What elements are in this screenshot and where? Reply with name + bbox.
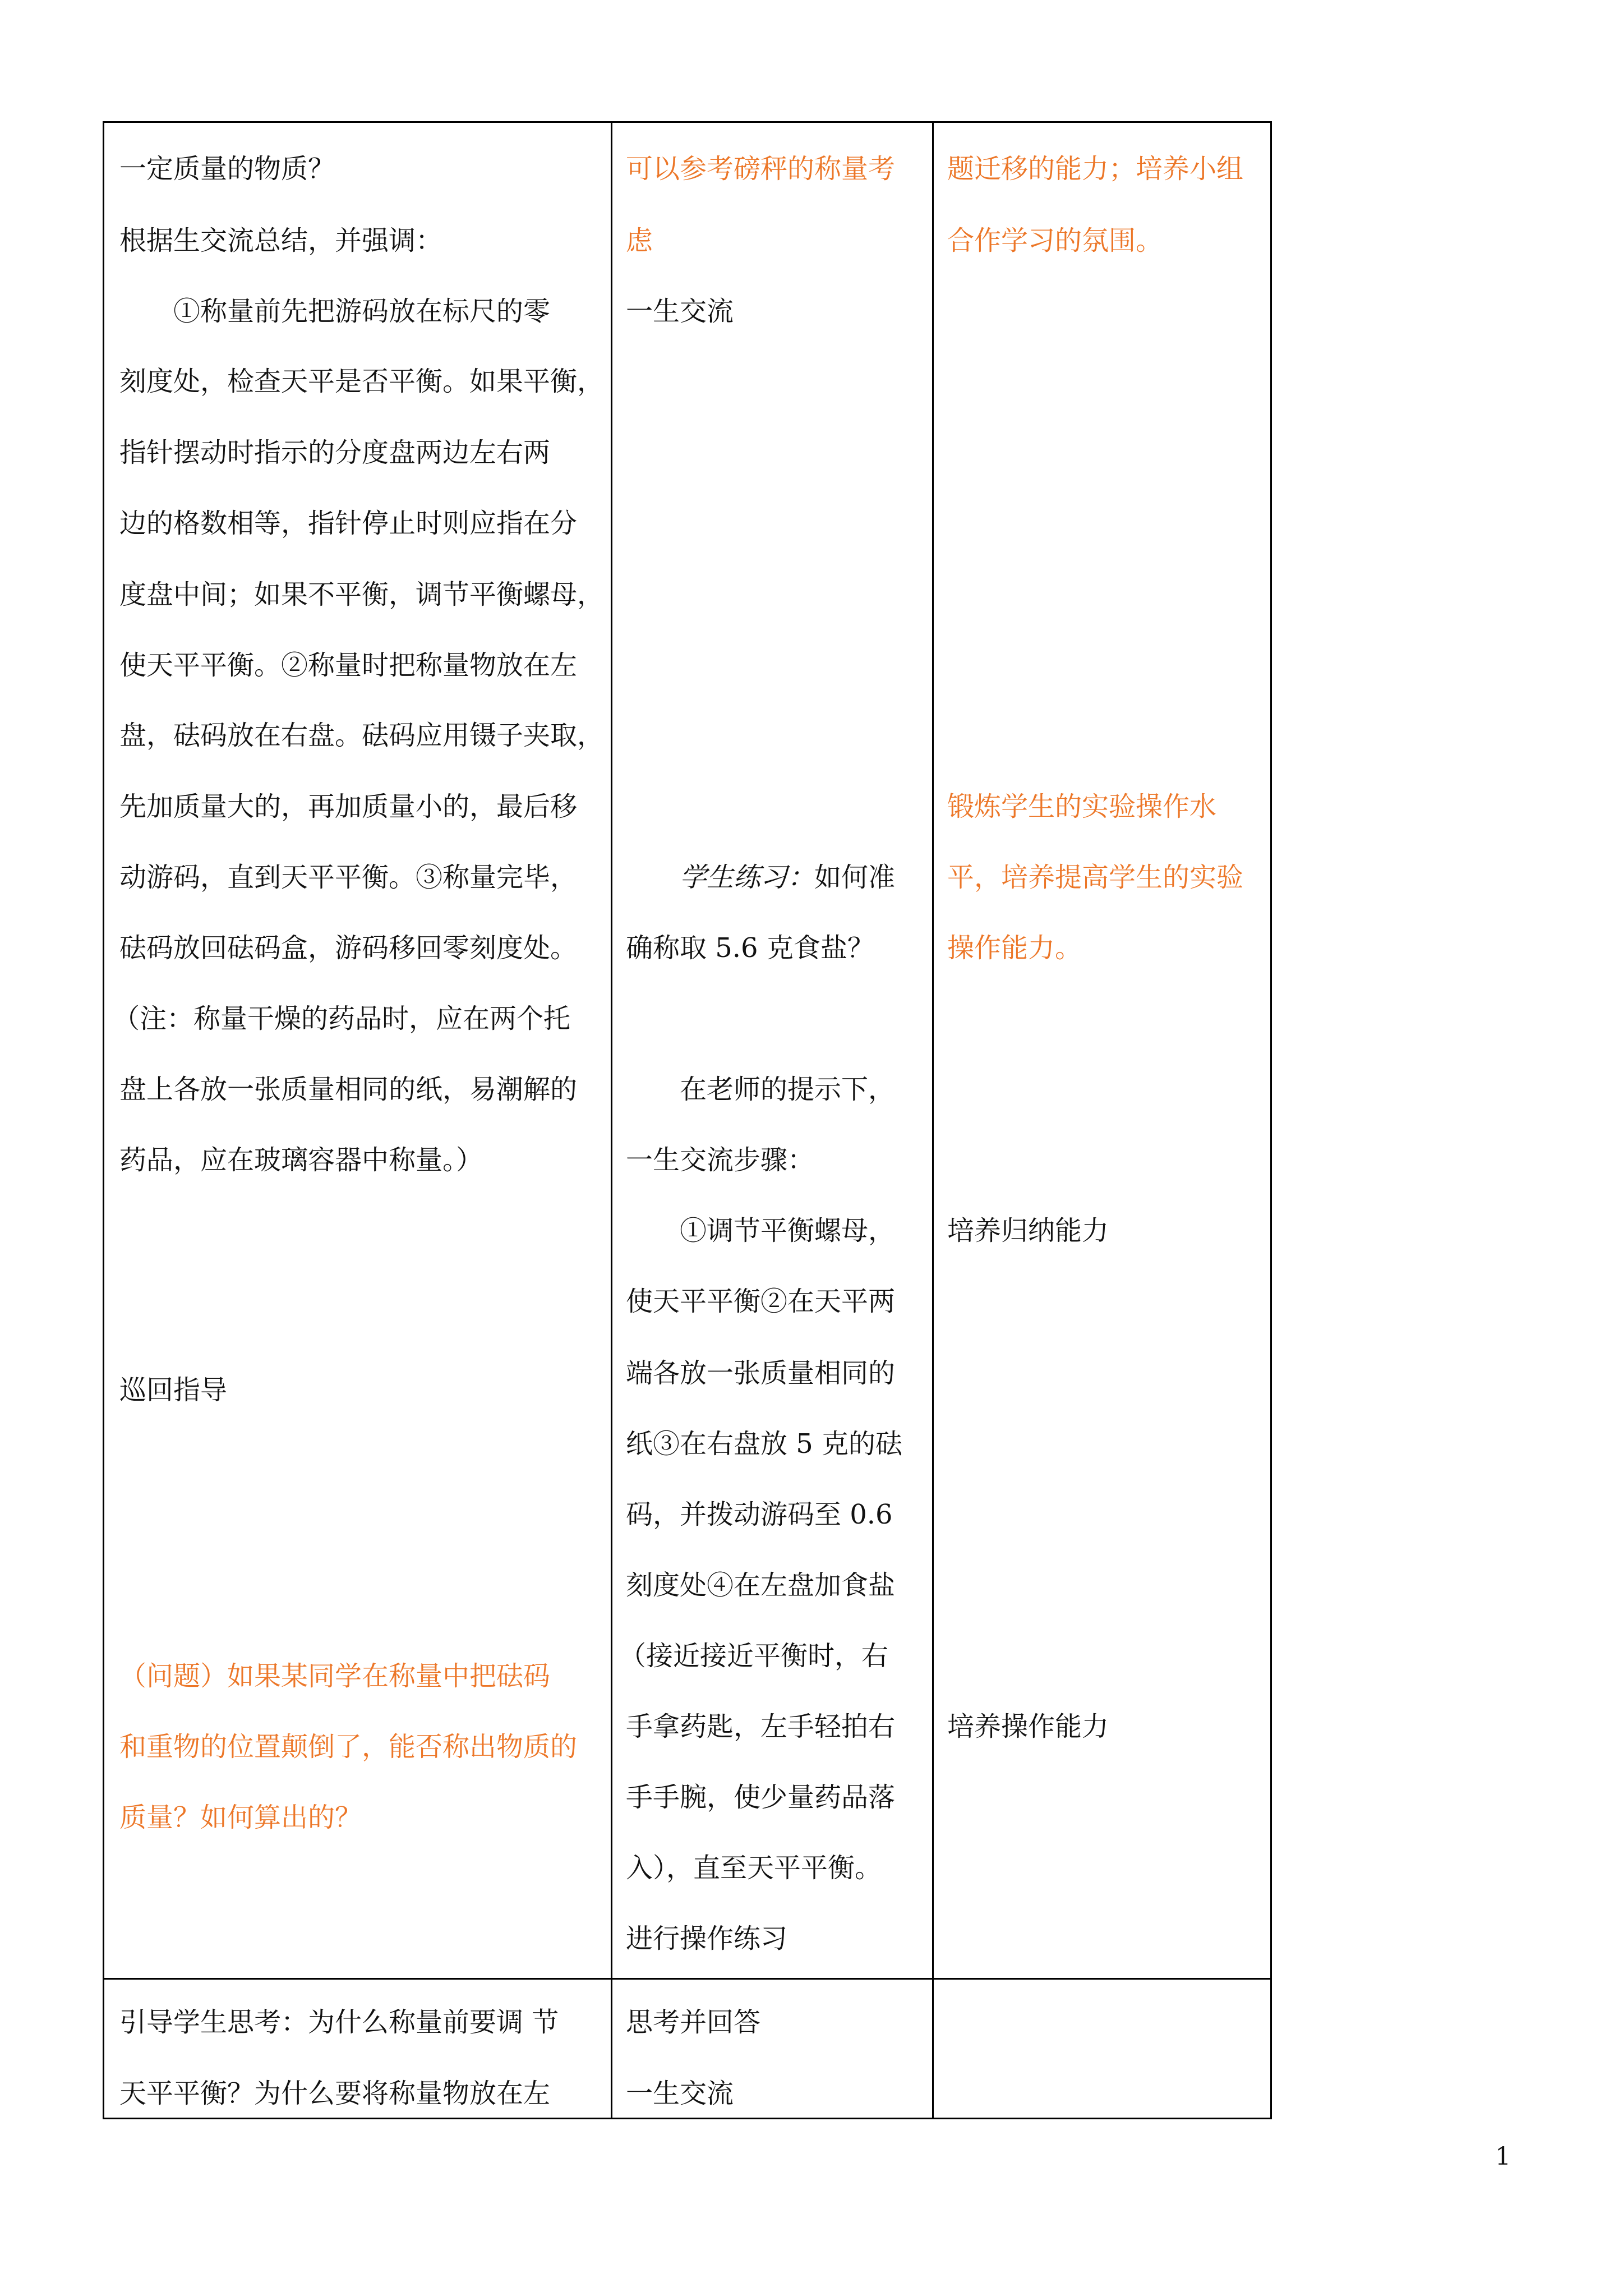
cell-text: 手拿药匙，左手轻拍右: [626, 1711, 896, 1742]
cell-text: 培养操作能力: [947, 1711, 1109, 1742]
cell-text: 使天平平衡。②称量时把称量物放在左: [119, 650, 578, 681]
student-practice-text: 如何准: [814, 862, 896, 893]
question-text: （问题）如果某同学在称量中把砝码: [119, 1660, 551, 1692]
cell-text: 纸③在右盘放 5 克的砝: [626, 1428, 903, 1460]
cell-text: 手手腕，使少量药品落: [626, 1782, 896, 1813]
cell-text: 可以参考磅秤的称量考: [626, 153, 896, 185]
cell-text: 刻度处④在左盘加食盐: [626, 1570, 896, 1601]
cell-text: 合作学习的氛围。: [947, 225, 1163, 256]
page-number: 1: [1495, 2142, 1511, 2171]
cell-text: 进行操作练习: [626, 1923, 788, 1954]
cell-text: 培养归纳能力: [947, 1215, 1109, 1246]
lesson-table: [103, 121, 1272, 2119]
cell-text: 题迁移的能力；培养小组: [947, 153, 1244, 185]
cell-text: 使天平平衡②在天平两: [626, 1286, 896, 1317]
cell-text: 动游码，直到天平平衡。③称量完毕，: [119, 862, 578, 893]
cell-text: 一生交流: [626, 296, 734, 327]
cell-text: （接近接近平衡时，右: [619, 1640, 889, 1672]
cell-text: 一生交流步骤：: [626, 1144, 815, 1176]
cell-text: 锻炼学生的实验操作水: [947, 791, 1217, 822]
cell-text: 先加质量大的，再加质量小的，最后移: [119, 791, 578, 822]
cell-text: 刻度处，检查天平是否平衡。如果平衡，: [119, 366, 605, 397]
cell-text: 入），直至天平平衡。: [626, 1852, 882, 1884]
cell-text: 在老师的提示下，: [626, 1074, 896, 1105]
cell-text: （注：称量干燥的药品时，应在两个托: [113, 1003, 571, 1034]
cell-text: 码，并拨动游码至 0.6: [626, 1499, 893, 1530]
cell-text: 度盘中间；如果不平衡，调节平衡螺母，: [119, 579, 605, 610]
cell-text: 天平平衡？为什么要将称量物放在左: [119, 2078, 551, 2109]
cell-text: 巡回指导: [119, 1374, 228, 1406]
student-practice-label: 学生练习：: [680, 862, 815, 893]
student-practice-line: [626, 861, 895, 894]
question-text: 和重物的位置颠倒了，能否称出物质的: [119, 1731, 578, 1763]
cell-text: 确称取 5.6 克食盐？: [626, 932, 874, 964]
cell-text: 引导学生思考：为什么称量前要调 节: [119, 2007, 559, 2038]
cell-text: ①称量前先把游码放在标尺的零: [119, 296, 551, 327]
row-divider: [104, 1978, 1270, 1980]
cell-text: 思考并回答: [626, 2007, 761, 2038]
cell-text: 一生交流: [626, 2078, 734, 2109]
cell-text: ①调节平衡螺母，: [626, 1215, 896, 1246]
cell-text: 一定质量的物质？: [119, 153, 335, 185]
cell-text: 根据生交流总结，并强调：: [119, 225, 443, 256]
cell-text: 平，培养提高学生的实验: [947, 862, 1244, 893]
cell-text: 虑: [626, 225, 653, 256]
cell-text: 药品，应在玻璃容器中称量。）: [119, 1144, 483, 1176]
cell-text: 端各放一张质量相同的: [626, 1358, 896, 1389]
column-divider: [932, 123, 934, 2118]
cell-text: 边的格数相等，指针停止时则应指在分: [119, 508, 578, 539]
question-text: 质量？如何算出的？: [119, 1802, 362, 1833]
column-divider: [611, 123, 612, 2118]
cell-text: 操作能力。: [947, 932, 1082, 964]
cell-text: 砝码放回砝码盒，游码移回零刻度处。: [119, 932, 578, 964]
cell-text: 盘，砝码放在右盘。砝码应用镊子夹取，: [119, 720, 605, 751]
cell-text: 指针摆动时指示的分度盘两边左右两: [119, 437, 551, 468]
cell-text: 盘上各放一张质量相同的纸，易潮解的: [119, 1074, 578, 1105]
